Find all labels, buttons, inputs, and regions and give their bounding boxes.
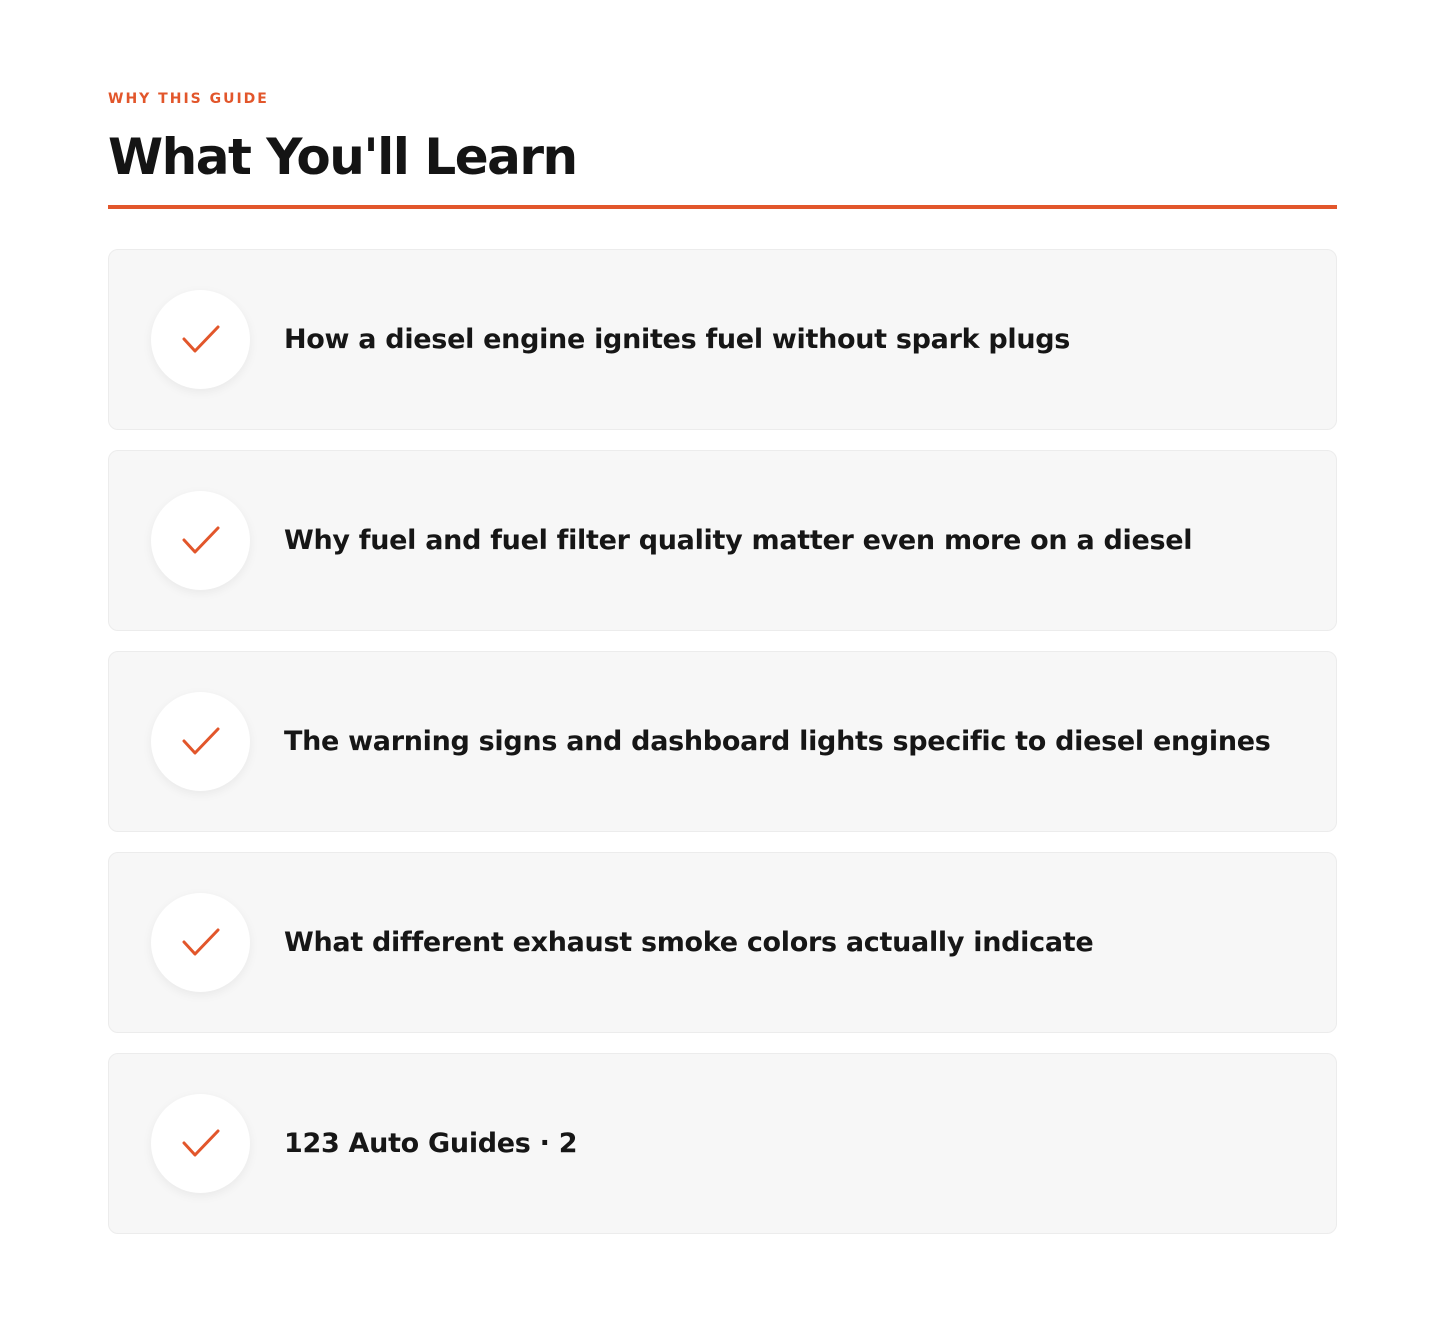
list-item-text: What different exhaust smoke colors actually indicate (284, 927, 1094, 958)
list-item-text: 123 Auto Guides · 2 (284, 1128, 578, 1159)
list-item-text: Why fuel and fuel filter quality matter even more on a diesel (284, 525, 1193, 556)
checkmark-icon (151, 692, 250, 791)
list-item (108, 651, 1337, 832)
checkmark-icon (151, 290, 250, 389)
list-item (108, 249, 1337, 430)
checkmark-icon (151, 893, 250, 992)
learning-list (108, 249, 1337, 1254)
list-item (108, 852, 1337, 1033)
list-item (108, 450, 1337, 631)
section-title: What You'll Learn (108, 128, 577, 186)
list-item-text: How a diesel engine ignites fuel without spark plugs (284, 324, 1071, 355)
section-eyebrow: WHY THIS GUIDE (108, 91, 269, 107)
list-item (108, 1053, 1337, 1234)
list-item-text: The warning signs and dashboard lights specific to diesel engines (284, 726, 1271, 757)
checkmark-icon (151, 1094, 250, 1193)
title-divider (108, 205, 1337, 209)
checkmark-icon (151, 491, 250, 590)
